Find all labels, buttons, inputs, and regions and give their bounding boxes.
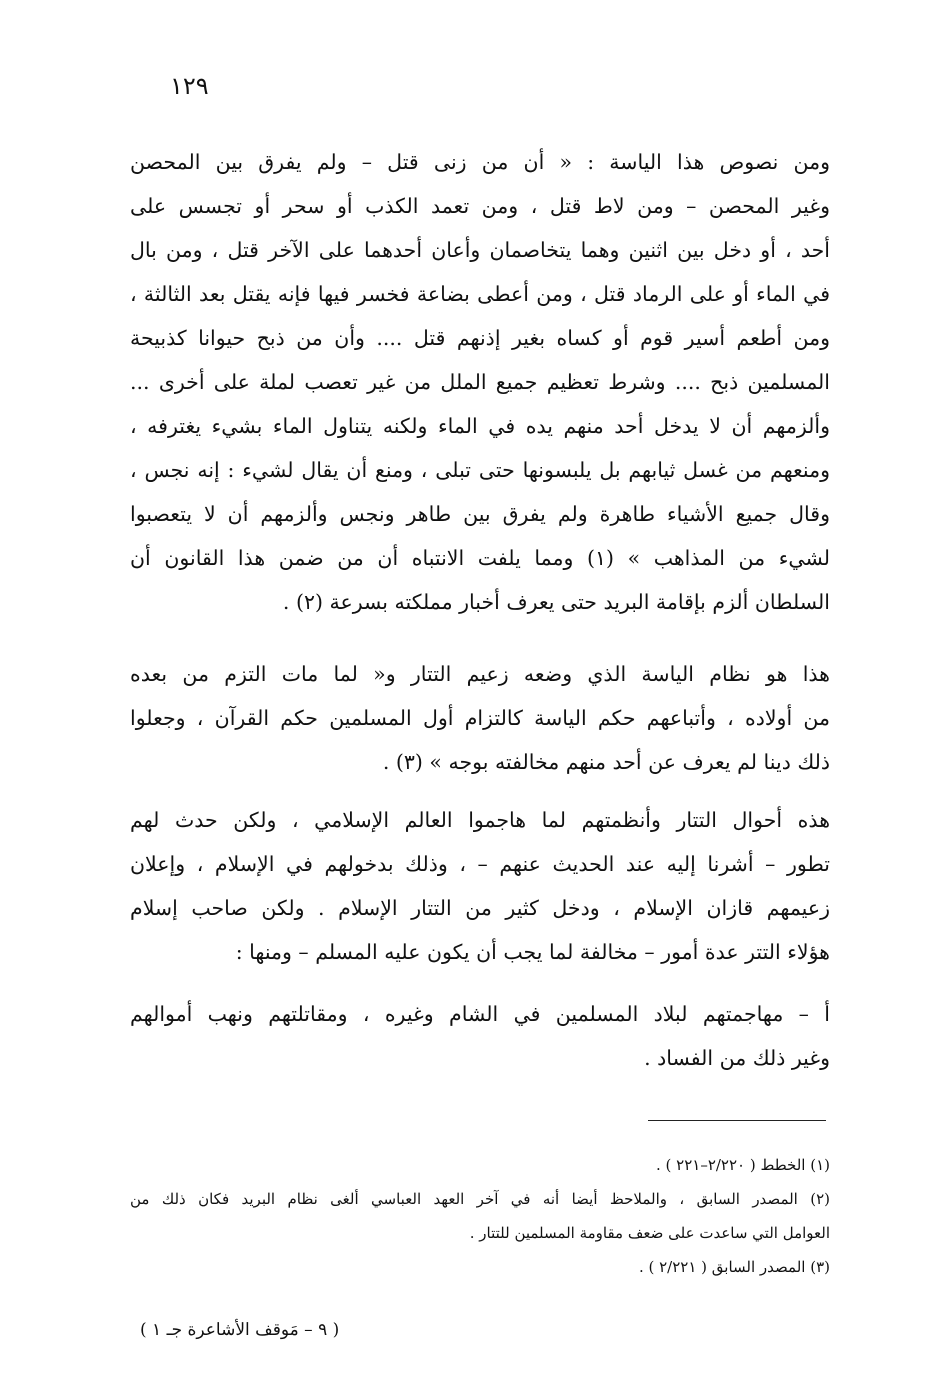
text-line: أحد ، أو دخل بين اثنين وهما يتخاصمان وأعان أحدهما على الآخر قتل ، ومن بال bbox=[130, 238, 830, 262]
text-line: من أولاده ، وأتباعهم حكم الياسة كالتزام أول المسلمين حكم القرآن ، وجعلوا bbox=[130, 706, 830, 730]
paragraph-tatar-conditions bbox=[130, 798, 830, 974]
text-line: تطور – أشرنا إليه عند الحديث عنهم – ، وذلك بدخولهم في الإسلام ، وإعلان bbox=[130, 852, 830, 876]
footnotes bbox=[130, 1148, 830, 1284]
text-line: هذا هو نظام الياسة الذي وضعه زعيم التتار و« لما مات التزم من بعده bbox=[130, 662, 830, 686]
page-number: ١٢٩ bbox=[170, 72, 209, 100]
text-line: زعيمهم قازان الإسلام ، ودخل كثير من التتار الإسلام . ولكن صاحب إسلام bbox=[130, 896, 830, 920]
text-line: وألزمهم أن لا يدخل أحد منهم يده في الماء ولكنه يتناول الماء بشيء يغترفه ، bbox=[130, 414, 830, 438]
paragraph-yasa-texts bbox=[130, 140, 830, 624]
text-line: هؤلاء التتر عدة أمور – مخالفة لما يجب أن يكون عليه المسلم – ومنها : bbox=[235, 940, 830, 964]
footnote-2: (٢) المصدر السابق ، والملاحظ أيضا أنه في آخر العهد العباسي ألغى نظام البريد فكان ذلك من bbox=[130, 1190, 830, 1208]
running-footer: ( ٩ – مَوقف الأشاعرة جـ ١ ) bbox=[140, 1320, 340, 1340]
text-line: لشيء من المذاهب » (١) ومما يلفت الانتباه أن من ضمن هذا القانون أن bbox=[130, 546, 830, 570]
text-line: أ – مهاجمتهم لبلاد المسلمين في الشام وغيره ، ومقاتلتهم ونهب أموالهم bbox=[130, 1002, 830, 1026]
text-line: المسلمين ذبح .... وشرط تعظيم جميع الملل من غير تعصب لملة على أخرى ... bbox=[130, 370, 830, 394]
footnote-1: (١) الخطط ( ٢/٢٢٠–٢٢١ ) . bbox=[655, 1156, 830, 1174]
text-line: وغير ذلك من الفساد . bbox=[644, 1046, 830, 1070]
text-line: وقال جميع الأشياء طاهرة ولم يفرق بين طاهر ونجس وألزمهم أن لا يتعصبوا bbox=[130, 502, 830, 526]
text-line: ومن أطعم أسير قوم أو كساه بغير إذنهم قتل .... وأن من ذبح حيوانا كذبيحة bbox=[130, 326, 830, 350]
text-line: ومنعهم من غسل ثيابهم بل يلبسونها حتى تبلى ، ومنع أن يقال لشيء : إنه نجس ، bbox=[130, 458, 830, 482]
text-line: في الماء أو على الرماد قتل ، ومن أعطى بضاعة فخسر فيها فإنه يقتل بعد الثالثة ، bbox=[130, 282, 830, 306]
footnote-2-continued: العوامل التي ساعدت على ضعف مقاومة المسلمين للتتار . bbox=[469, 1224, 830, 1242]
footnote-divider bbox=[648, 1120, 826, 1121]
text-line: ومن نصوص هذا الياسة : « أن من زنى قتل – ولم يفرق بين المحصن bbox=[130, 150, 830, 174]
text-line: ذلك دينا لم يعرف عن أحد منهم مخالفته بوجه » (٣) . bbox=[382, 750, 830, 774]
text-line: هذه أحوال التتار وأنظمتهم لما هاجموا العالم الإسلامي ، ولكن حدث لهم bbox=[130, 808, 830, 832]
footnote-3: (٣) المصدر السابق ( ٢/٢٢١ ) . bbox=[638, 1258, 830, 1276]
paragraph-yasa-system bbox=[130, 652, 830, 784]
text-line: السلطان ألزم بإقامة البريد حتى يعرف أخبار مملكته بسرعة (٢) . bbox=[282, 590, 830, 614]
text-line: وغير المحصن – ومن لاط قتل ، ومن تعمد الكذب أو سحر أو تجسس على bbox=[130, 194, 830, 218]
paragraph-list-item-a bbox=[130, 992, 830, 1080]
